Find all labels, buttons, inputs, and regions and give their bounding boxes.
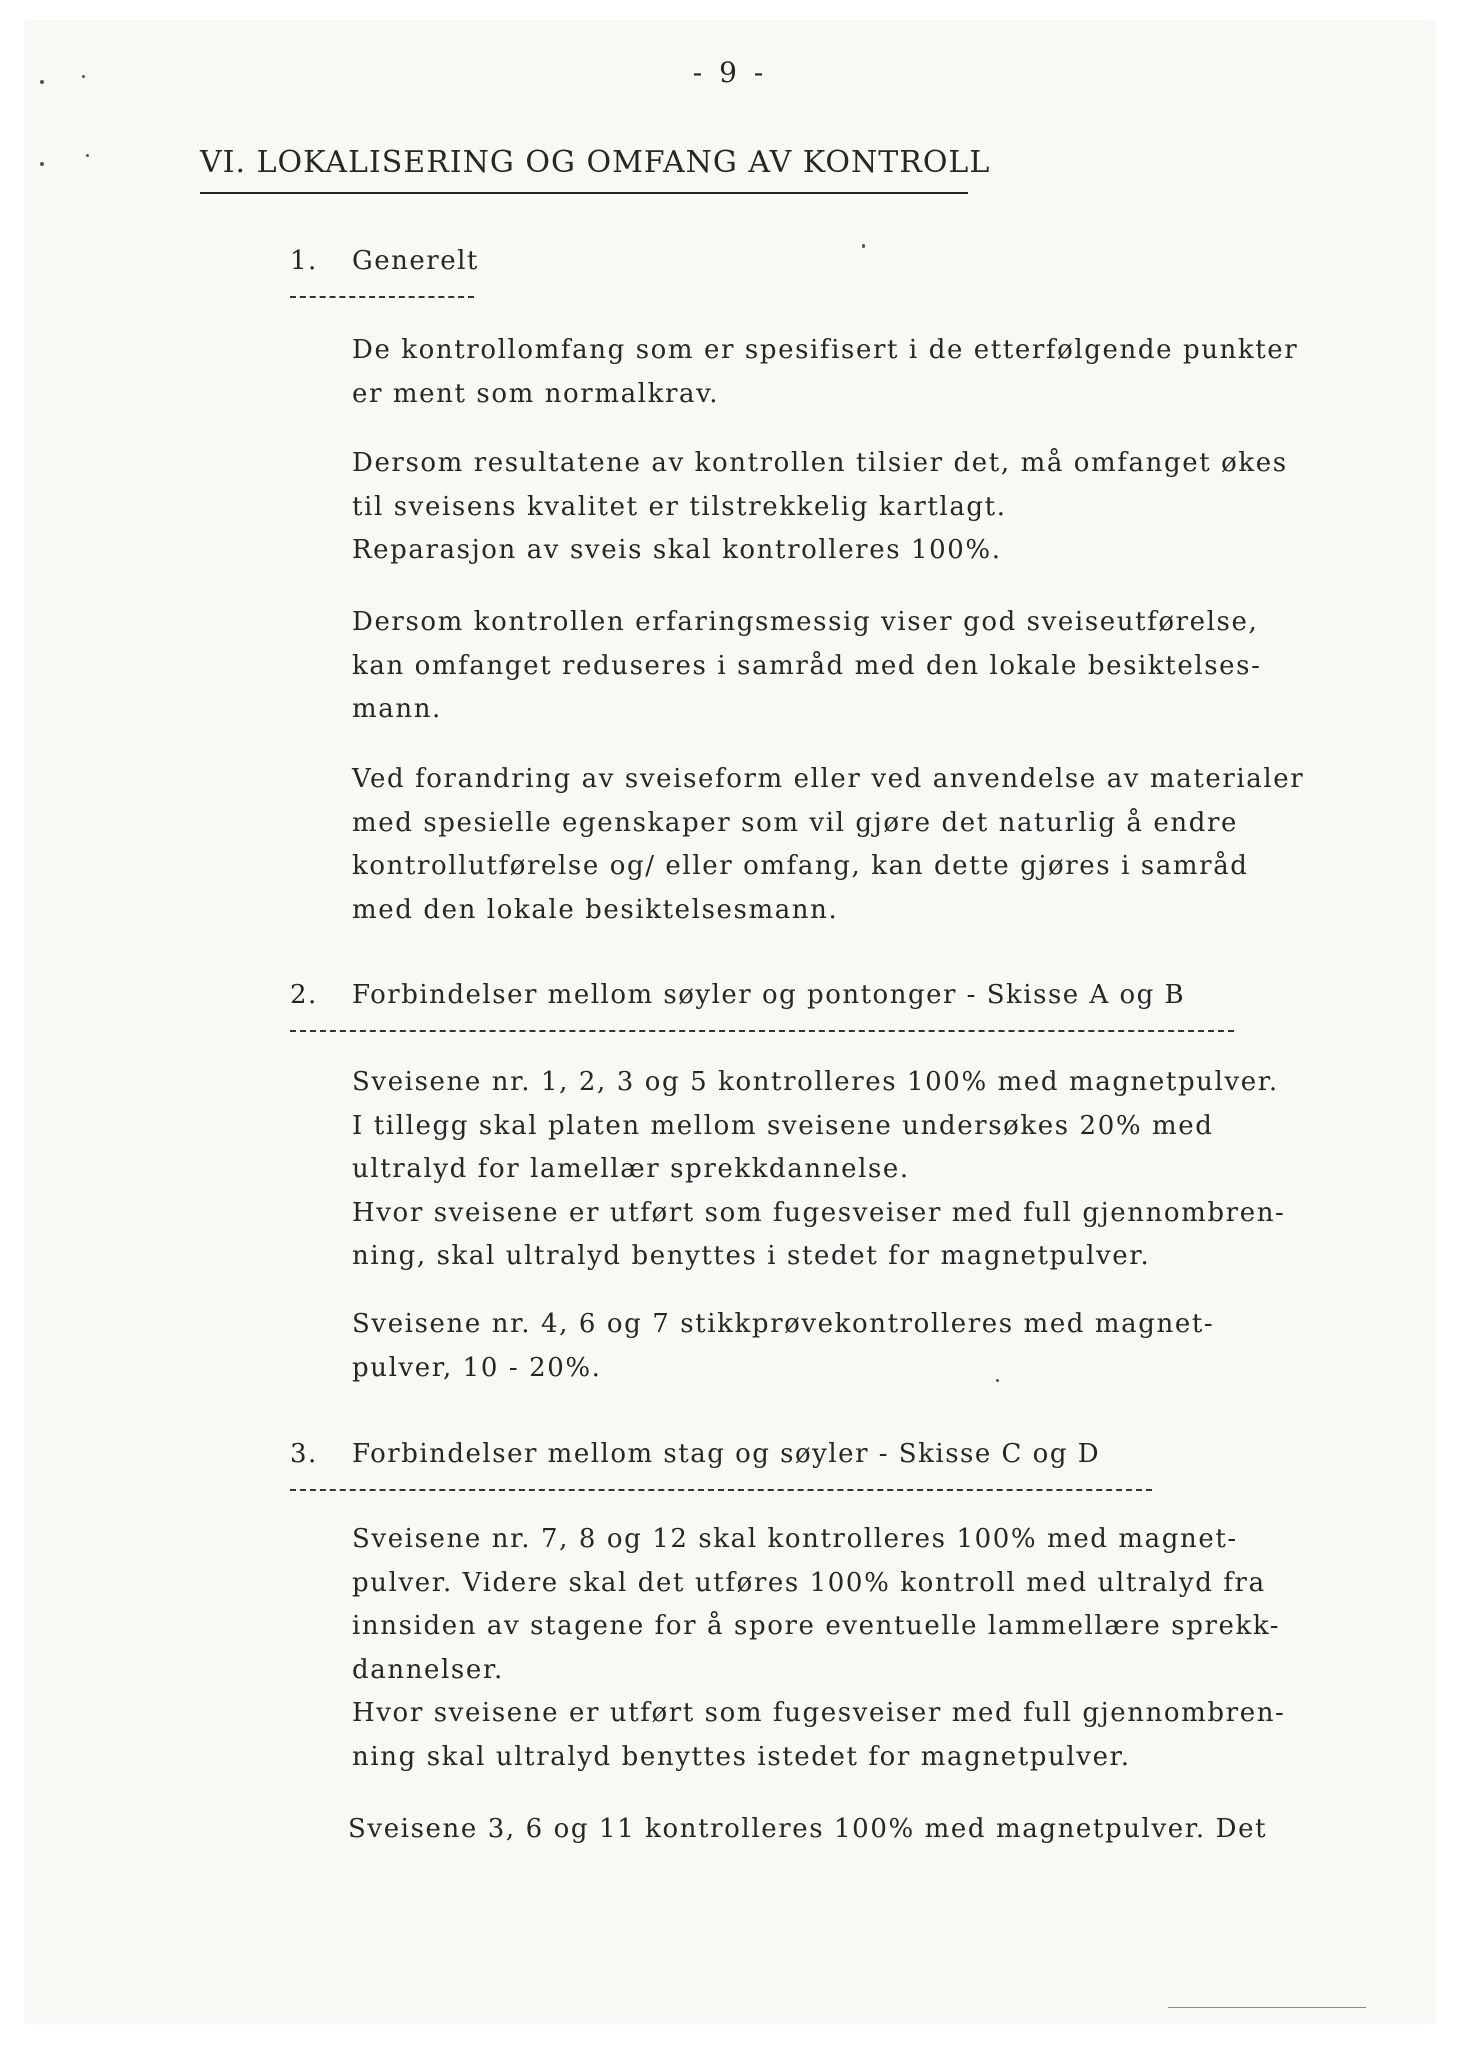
subsection-2-title: Forbindelser mellom søyler og pontonger - Skisse A og B <box>352 980 1186 1010</box>
text-line: Reparasjon av sveis skal kontrolleres 100%. <box>352 535 1002 565</box>
paragraph <box>352 1303 1214 1390</box>
subsection-2-number: 2. <box>290 980 318 1010</box>
footer-rule <box>1168 2007 1366 2008</box>
text-line: Dersom kontrollen erfaringsmessig viser god sveiseutførelse, <box>352 607 1259 637</box>
text-line: kontrollutførelse og/ eller omfang, kan dette gjøres i samråd <box>352 851 1249 881</box>
text-line: Sveisene nr. 7, 8 og 12 skal kontrolleres 100% med magnet- <box>352 1524 1238 1554</box>
subsection-3-title: Forbindelser mellom stag og søyler - Skisse C og D <box>352 1439 1101 1469</box>
paragraph <box>352 758 1304 932</box>
text-line: Dersom resultatene av kontrollen tilsier det, må omfanget økes <box>352 448 1288 478</box>
text-line: ning, skal ultralyd benyttes i stedet for magnetpulver. <box>352 1241 1151 1271</box>
text-line: kan omfanget reduseres i samråd med den lokale besiktelses- <box>352 650 1262 681</box>
subsection-1-title: Generelt <box>352 246 479 276</box>
text-line: pulver. Videre skal det utføres 100% kontroll med ultralyd fra <box>352 1567 1266 1598</box>
text-line: til sveisens kvalitet er tilstrekkelig kartlagt. <box>352 491 1007 522</box>
subsection-3-number: 3. <box>290 1439 318 1469</box>
paragraph <box>352 329 1298 416</box>
text-line: ultralyd for lamellær sprekkdannelse. <box>352 1154 910 1184</box>
scan-speck <box>40 162 44 166</box>
text-line: Sveisene nr. 4, 6 og 7 stikkprøvekontrolleres med magnet- <box>352 1309 1215 1339</box>
subsection-3-underline <box>290 1489 1152 1491</box>
text-line: Hvor sveisene er utført som fugesveiser med full gjennombren- <box>352 1197 1286 1228</box>
text-line: Sveisene nr. 1, 2, 3 og 5 kontrolleres 100% med magnetpulver. <box>352 1067 1279 1097</box>
text-line: med den lokale besiktelsesmann. <box>352 894 839 925</box>
text-line: I tillegg skal platen mellom sveisene undersøkes 20% med <box>352 1110 1214 1141</box>
scan-speck <box>862 244 865 248</box>
section-title: VI. LOKALISERING OG OMFANG AV KONTROLL <box>200 145 991 180</box>
paragraph <box>352 601 1262 732</box>
text-line: mann. <box>352 694 442 724</box>
section-title-underline <box>200 192 968 194</box>
subsection-2-underline <box>290 1030 1234 1032</box>
text-line: er ment som normalkrav. <box>352 378 720 409</box>
text-line: ning skal ultralyd benyttes istedet for magnetpulver. <box>352 1741 1131 1772</box>
paragraph <box>348 1808 1267 1852</box>
subsection-1-underline <box>290 296 474 298</box>
text-line: De kontrollomfang som er spesifisert i de etterfølgende punkter <box>352 335 1299 365</box>
text-line: Hvor sveisene er utført som fugesveiser med full gjennombren- <box>352 1698 1286 1728</box>
text-line: Sveisene 3, 6 og 11 kontrolleres 100% med magnetpulver. Det <box>348 1814 1268 1844</box>
paragraph <box>352 1061 1285 1279</box>
text-line: med spesielle egenskaper som vil gjøre det naturlig å endre <box>352 807 1238 838</box>
scan-speck <box>86 154 89 157</box>
text-line: Ved forandring av sveiseform eller ved anvendelse av materialer <box>352 764 1305 794</box>
text-line: innsiden av stagene for å spore eventuelle lammellære sprekk- <box>352 1611 1281 1641</box>
paragraph <box>352 1518 1285 1779</box>
paragraph <box>352 442 1288 573</box>
text-line: dannelser. <box>352 1654 504 1685</box>
page-number: - 9 - <box>692 56 768 89</box>
subsection-1-number: 1. <box>290 246 318 276</box>
text-line: pulver, 10 - 20%. <box>352 1352 602 1383</box>
